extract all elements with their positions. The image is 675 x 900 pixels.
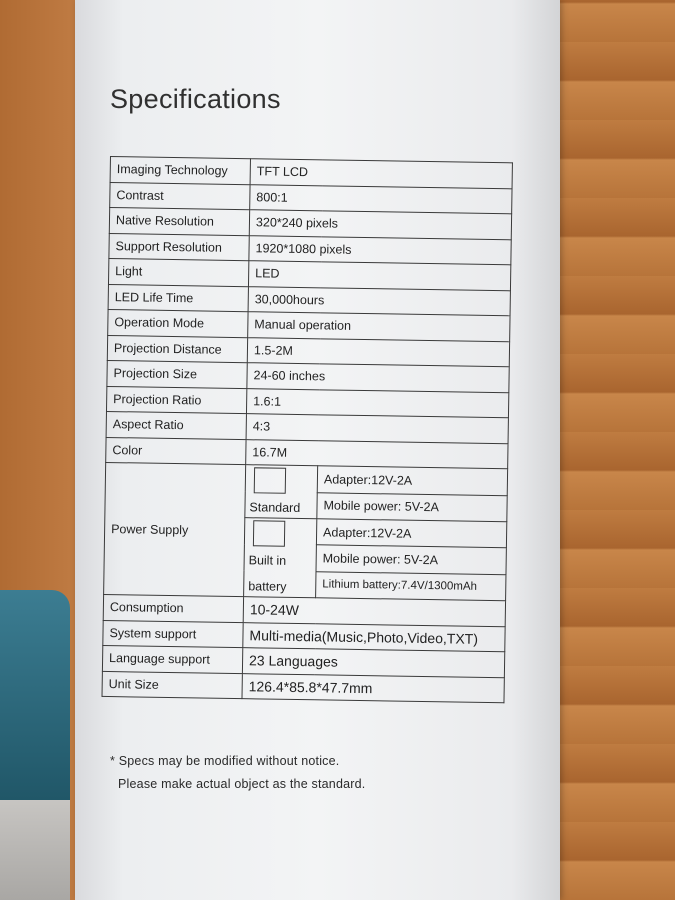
spec-value: LED: [248, 261, 510, 291]
spec-value: Multi-media(Music,Photo,Video,TXT): [243, 622, 505, 652]
power-item: Lithium battery:7.4V/1300mAh: [316, 571, 506, 600]
spec-label: LED Life Time: [108, 284, 248, 312]
spec-label: Imaging Technology: [110, 157, 250, 185]
spec-label: Aspect Ratio: [106, 411, 246, 439]
spec-label: Language support: [102, 645, 242, 673]
spec-value: 4:3: [246, 414, 508, 444]
footnote-line-2: Please make actual object as the standard.: [118, 777, 366, 791]
power-option-builtin: [244, 518, 317, 598]
power-item: Mobile power: 5V-2A: [317, 492, 507, 521]
background-object: [0, 800, 70, 900]
spec-value: 23 Languages: [242, 648, 504, 678]
spec-label: Contrast: [110, 182, 250, 210]
spec-label: Native Resolution: [109, 208, 249, 236]
spec-label: System support: [103, 620, 243, 648]
spec-value: 800:1: [250, 184, 512, 214]
power-item: Adapter:12V-2A: [316, 519, 506, 548]
spec-value: 24-60 inches: [247, 363, 509, 393]
power-option-standard: [245, 465, 318, 519]
spec-label: Operation Mode: [108, 309, 248, 337]
spec-label: Color: [106, 437, 246, 465]
power-item: Adapter:12V-2A: [317, 466, 507, 495]
power-option-name: Standard: [249, 500, 301, 516]
spec-value: 30,000hours: [248, 286, 510, 316]
spec-value: 1.6:1: [246, 388, 508, 418]
footnote-line-1: * Specs may be modified without notice.: [110, 754, 340, 768]
spec-label: Projection Distance: [107, 335, 247, 363]
spec-value: 320*240 pixels: [249, 210, 511, 240]
spec-value: Manual operation: [248, 312, 510, 342]
spec-value: 10-24W: [243, 597, 505, 627]
spec-value: TFT LCD: [250, 159, 512, 189]
blue-cushion: [0, 590, 70, 810]
spec-label: Light: [108, 258, 248, 286]
footnote: [110, 750, 365, 796]
spec-label: Unit Size: [102, 671, 242, 699]
spec-value: 1.5-2M: [247, 337, 509, 367]
spec-value: 126.4*85.8*47.7mm: [242, 673, 504, 703]
power-option-name-line2: battery: [248, 579, 287, 594]
page-title: Specifications: [110, 84, 281, 114]
spec-value: 16.7M: [246, 439, 508, 469]
power-item: Mobile power: 5V-2A: [316, 545, 506, 574]
spec-table: [102, 156, 513, 703]
spec-label: Consumption: [103, 594, 243, 622]
spec-label: Projection Ratio: [106, 386, 246, 414]
spec-value: 1920*1080 pixels: [249, 235, 511, 265]
spec-label: Projection Size: [107, 360, 247, 388]
power-supply-label: Power Supply: [104, 462, 246, 596]
spec-label: Support Resolution: [109, 233, 249, 261]
power-option-name-line1: Built in: [248, 553, 287, 568]
checkbox-builtin: [253, 520, 285, 546]
checkbox-standard: [254, 467, 286, 493]
power-row-standard-1: [105, 462, 507, 495]
